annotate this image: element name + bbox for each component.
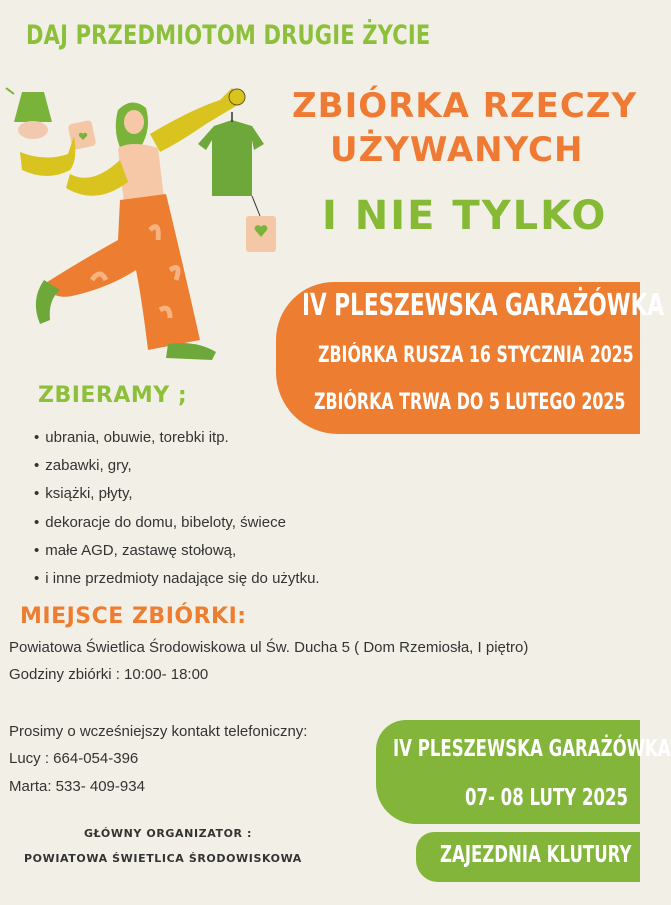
organizer-label: GŁÓWNY ORGANIZATOR : xyxy=(84,827,253,840)
title-line-1: ZBIÓRKA RZECZY xyxy=(292,86,638,126)
orange-banner-event: IV PLESZEWSKA GARAŻÓWKA xyxy=(302,288,665,323)
green-banner-event: IV PLESZEWSKA GARAŻÓWKA xyxy=(393,736,671,762)
location-hours: Godziny zbiórki : 10:00- 18:00 xyxy=(9,666,209,683)
orange-banner-start: ZBIÓRKA RUSZA 16 STYCZNIA 2025 xyxy=(318,343,634,368)
list-item: • i inne przedmioty nadające się do użytku. xyxy=(20,565,320,593)
heart-tag-icon xyxy=(246,196,276,252)
title-line-2: UŻYWANYCH xyxy=(330,130,584,170)
contact-lucy: Lucy : 664-054-396 xyxy=(9,750,139,767)
list-item: • zabawki, gry, xyxy=(20,452,320,480)
shirt-icon xyxy=(198,112,264,196)
orange-banner-end: ZBIÓRKA TRWA DO 5 LUTEGO 2025 xyxy=(314,390,626,415)
location-address: Powiatowa Świetlica Środowiskowa ul Św. Ducha 5 ( Dom Rzemiosła, I piętro) xyxy=(9,639,529,656)
collect-heading: ZBIERAMY ; xyxy=(38,383,188,408)
organizer-name: POWIATOWA ŚWIETLICA ŚRODOWISKOWA xyxy=(24,852,302,865)
woman-with-items-illustration xyxy=(0,70,300,370)
contact-marta: Marta: 533- 409-934 xyxy=(9,778,145,795)
green-banner-venue: ZAJEZDNIA KLUTURY xyxy=(440,842,632,868)
list-item: • ubrania, obuwie, torebki itp. xyxy=(20,424,320,452)
contact-intro: Prosimy o wcześniejszy kontakt telefoniczny: xyxy=(9,723,308,740)
lamp-icon xyxy=(6,88,52,139)
green-banner-dates: 07- 08 LUTY 2025 xyxy=(465,785,629,811)
tagline: DAJ PRZEDMIOTOM DRUGIE ŻYCIE xyxy=(26,20,431,51)
list-item: • książki, płyty, xyxy=(20,480,320,508)
list-item: • małe AGD, zastawę stołową, xyxy=(20,537,320,565)
location-heading: MIEJSCE ZBIÓRKI: xyxy=(20,604,247,629)
list-item: • dekoracje do domu, bibeloty, świece xyxy=(20,509,320,537)
title-line-3: I NIE TYLKO xyxy=(322,193,608,239)
collect-list xyxy=(20,424,320,593)
